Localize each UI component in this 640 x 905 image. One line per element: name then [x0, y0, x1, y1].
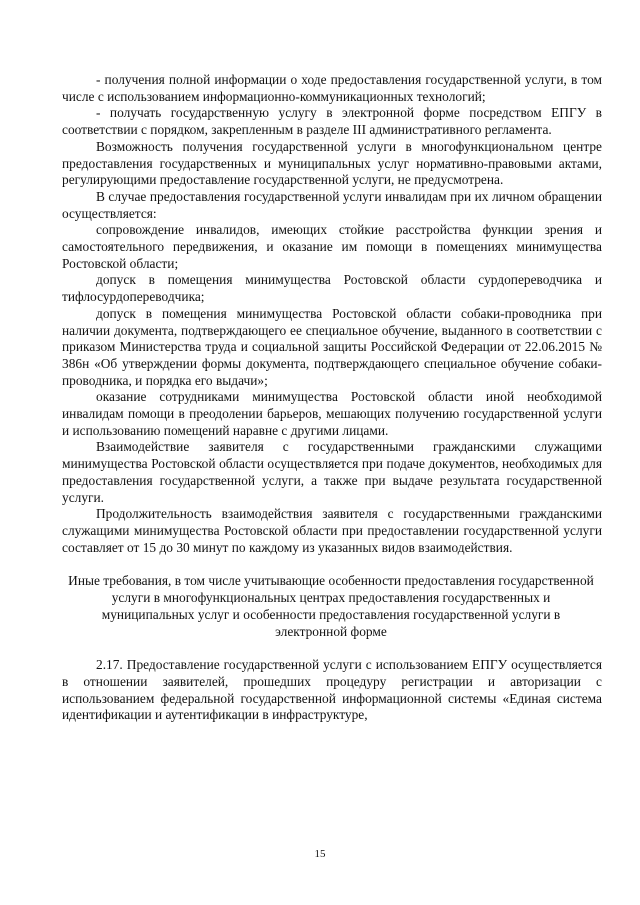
paragraph: сопровождение инвалидов, имеющих стойкие расстройства функции зрения и самостоятельного передвижения, и оказание им помощи в помещениях минимущества Ростовской области;	[62, 222, 602, 271]
paragraph: - получать государственную услугу в электронной форме посредством ЕПГУ в соответствии с порядком, закрепленным в разделе III административного регламента.	[62, 105, 602, 138]
paragraph: Взаимодействие заявителя с государственными гражданскими служащими минимущества Ростовской области осуществляется при подаче документов, необходимых для предоставления государственной услуги, а также при выдаче результата государственной услуги.	[62, 439, 602, 505]
spacer	[62, 640, 602, 657]
paragraph: допуск в помещения минимущества Ростовской области сурдопереводчика и тифлосурдопереводчика;	[62, 272, 602, 305]
paragraph: допуск в помещения минимущества Ростовской области собаки-проводника при наличии документа, подтверждающего ее специальное обучение, выданного в соответствии с приказом Министерства труда и социальной защиты Российской Федерации от 22.06.2015 № 386н «Об утверждении формы документа, подтверждающего специальное обучение собаки-проводника, и порядка его выдачи»;	[62, 305, 602, 388]
section-heading: Иные требования, в том числе учитывающие особенности предоставления государственной услуги в многофункциональных центрах предоставления государственных и муниципальных услуг и особенности предоставления государственной услуги в электронной форме	[68, 573, 594, 639]
paragraph: В случае предоставления государственной услуги инвалидам при их личном обращении осуществляется:	[62, 188, 602, 221]
page-number: 15	[314, 848, 326, 860]
paragraph: Возможность получения государственной услуги в многофункциональном центре предоставления государственных и муниципальных услуг нормативно-правовыми актами, регулирующими предоставление государственной услуги, не предусмотрена.	[62, 138, 602, 188]
spacer	[62, 556, 602, 573]
paragraph-2-17: 2.17. Предоставление государственной услуги с использованием ЕПГУ осуществляется в отношении заявителей, прошедших процедуру регистрации и авторизации с использованием федеральной государственной информационной системы «Единая система идентификации и аутентификации в инфраструктуре,	[62, 657, 602, 723]
paragraph: - получения полной информации о ходе предоставления государственной услуги, в том числе с использованием информационно-коммуникационных технологий;	[62, 72, 602, 104]
paragraph: Продолжительность взаимодействия заявителя с государственными гражданскими служащими минимущества Ростовской области при предоставлении государственной услуги составляет от 15 до 30 минут по каждому из указанных видов взаимодействия.	[62, 506, 602, 555]
paragraph: оказание сотрудниками минимущества Ростовской области иной необходимой инвалидам помощи в преодолении барьеров, мешающих получению государственной услуги и использованию помещений наравне с другими лицами.	[62, 389, 602, 438]
